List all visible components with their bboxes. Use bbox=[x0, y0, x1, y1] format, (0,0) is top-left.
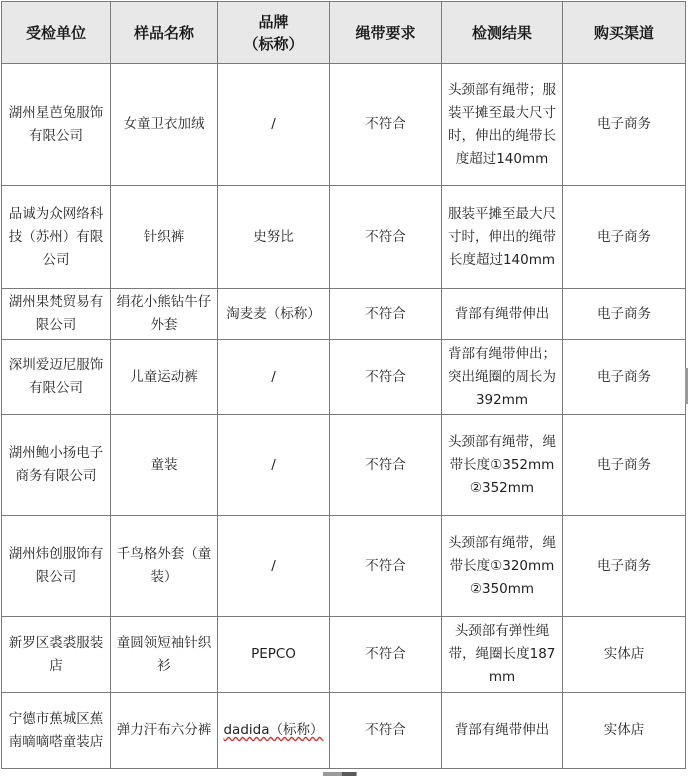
company-cell: 宁德市蕉城区蕉南嘀嘀嗒童装店 bbox=[2, 693, 111, 769]
result-cell: 背部有绳带伸出；突出绳圈的周长为392mm bbox=[442, 340, 563, 415]
table-row bbox=[2, 289, 686, 340]
result-cell: 头颈部有绳带，绳带长度①320mm②350mm bbox=[442, 516, 563, 617]
company-cell: 湖州炜创服饰有限公司 bbox=[2, 516, 111, 617]
sample-cell: 儿童运动裤 bbox=[111, 340, 218, 415]
sample-cell: 童装 bbox=[111, 415, 218, 516]
channel-cell: 电子商务 bbox=[563, 415, 686, 516]
result-cell: 服装平摊至最大尺寸时，伸出的绳带长度超过140mm bbox=[442, 186, 563, 289]
sample-cell: 童圆领短袖针织衫 bbox=[111, 617, 218, 693]
table-row bbox=[2, 340, 686, 415]
brand-cell: / bbox=[218, 415, 330, 516]
sample-cell: 针织裤 bbox=[111, 186, 218, 289]
company-cell: 品诚为众网络科技（苏州）有限公司 bbox=[2, 186, 111, 289]
table-row bbox=[2, 186, 686, 289]
requirement-cell: 不符合 bbox=[330, 617, 442, 693]
header-channel: 购买渠道 bbox=[563, 2, 686, 64]
header-brand: 品牌 （标称） bbox=[218, 2, 330, 64]
result-cell: 头颈部有绳带；服装平摊至最大尺寸时，伸出的绳带长度超过140mm bbox=[442, 64, 563, 186]
brand-cell: 史努比 bbox=[218, 186, 330, 289]
requirement-cell: 不符合 bbox=[330, 289, 442, 340]
inspection-table bbox=[1, 1, 686, 769]
result-cell: 头颈部有绳带，绳带长度①352mm②352mm bbox=[442, 415, 563, 516]
channel-cell: 电子商务 bbox=[563, 64, 686, 186]
brand-cell: 淘麦麦（标称） bbox=[218, 289, 330, 340]
requirement-cell: 不符合 bbox=[330, 64, 442, 186]
brand-text: dadida（标称） bbox=[223, 722, 324, 738]
header-sample: 样品名称 bbox=[111, 2, 218, 64]
sample-cell: 千鸟格外套（童装） bbox=[111, 516, 218, 617]
table-row bbox=[2, 415, 686, 516]
channel-cell: 实体店 bbox=[563, 617, 686, 693]
sample-cell: 绢花小熊钻牛仔外套 bbox=[111, 289, 218, 340]
brand-cell: / bbox=[218, 516, 330, 617]
sample-cell: 弹力汗布六分裤 bbox=[111, 693, 218, 769]
table-row bbox=[2, 516, 686, 617]
company-cell: 湖州果梵贸易有限公司 bbox=[2, 289, 111, 340]
requirement-cell: 不符合 bbox=[330, 415, 442, 516]
channel-cell: 实体店 bbox=[563, 693, 686, 769]
table-row bbox=[2, 693, 686, 769]
sample-cell: 女童卫衣加绒 bbox=[111, 64, 218, 186]
header-result: 检测结果 bbox=[442, 2, 563, 64]
table-row bbox=[2, 64, 686, 186]
company-cell: 新罗区裘裘服装店 bbox=[2, 617, 111, 693]
channel-cell: 电子商务 bbox=[563, 340, 686, 415]
company-cell: 湖州星芭兔服饰有限公司 bbox=[2, 64, 111, 186]
brand-cell: PEPCO bbox=[218, 617, 330, 693]
requirement-cell: 不符合 bbox=[330, 516, 442, 617]
horizontal-scrollbar-thumb[interactable] bbox=[342, 772, 356, 776]
header-requirement: 绳带要求 bbox=[330, 2, 442, 64]
requirement-cell: 不符合 bbox=[330, 186, 442, 289]
header-company: 受检单位 bbox=[2, 2, 111, 64]
requirement-cell: 不符合 bbox=[330, 693, 442, 769]
requirement-cell: 不符合 bbox=[330, 340, 442, 415]
table-header-row bbox=[2, 2, 686, 64]
channel-cell: 电子商务 bbox=[563, 516, 686, 617]
table-row bbox=[2, 617, 686, 693]
company-cell: 深圳爱迈尼服饰有限公司 bbox=[2, 340, 111, 415]
company-cell: 湖州鲍小扬电子商务有限公司 bbox=[2, 415, 111, 516]
channel-cell: 电子商务 bbox=[563, 186, 686, 289]
result-cell: 背部有绳带伸出 bbox=[442, 289, 563, 340]
brand-cell bbox=[218, 693, 330, 769]
brand-cell: / bbox=[218, 64, 330, 186]
result-cell: 背部有绳带伸出 bbox=[442, 693, 563, 769]
result-cell: 头颈部有弹性绳带，绳圈长度187mm bbox=[442, 617, 563, 693]
channel-cell: 电子商务 bbox=[563, 289, 686, 340]
brand-cell: / bbox=[218, 340, 330, 415]
